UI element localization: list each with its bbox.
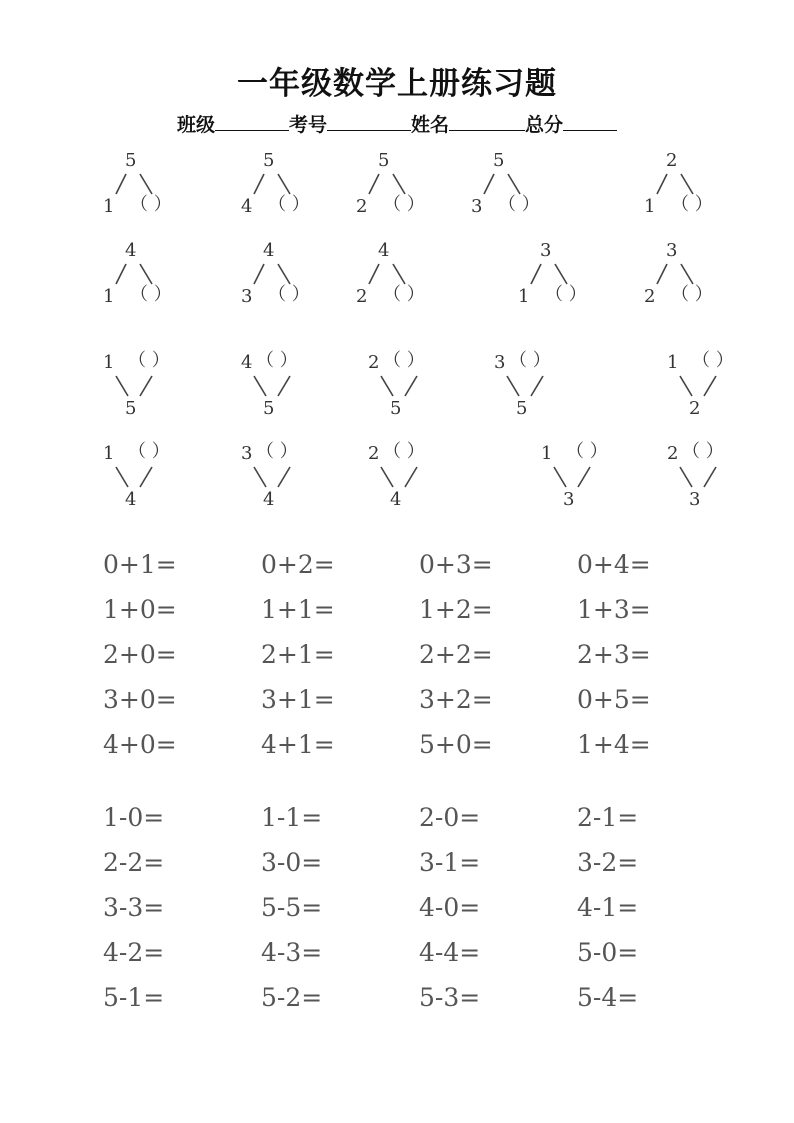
tree-left-number: 1 (103, 196, 115, 217)
split-tree (641, 240, 751, 310)
tree-left-number: 2 (356, 196, 368, 217)
tree-left-number: 1 (103, 352, 115, 373)
tree-top-number: 4 (263, 240, 275, 261)
tree-answer-blank[interactable]: （ ） (509, 350, 551, 371)
subtraction-problem[interactable]: 3-1= (419, 848, 481, 877)
subtraction-problem[interactable]: 4-3= (261, 938, 323, 967)
tree-left-number: 3 (241, 286, 253, 307)
tree-left-number: 3 (494, 352, 506, 373)
addition-problem[interactable]: 2+1= (261, 640, 335, 669)
tree-top-number: 3 (666, 240, 678, 261)
tree-bottom-number: 5 (390, 398, 402, 419)
tree-left-number: 1 (103, 443, 115, 464)
tree-answer-blank[interactable]: （ ） (383, 441, 425, 462)
subtraction-problem[interactable]: 5-1= (103, 983, 165, 1012)
subtraction-problem[interactable]: 5-4= (577, 983, 639, 1012)
combine-lines (491, 352, 601, 422)
tree-answer-blank[interactable]: （ ） (256, 350, 298, 371)
addition-problem[interactable]: 5+0= (419, 730, 493, 759)
combine-tree (664, 352, 774, 422)
tree-left-number: 4 (241, 352, 253, 373)
addition-problem[interactable]: 4+1= (261, 730, 335, 759)
tree-answer-blank[interactable]: （ ） (268, 194, 310, 215)
combine-lines (365, 443, 475, 513)
addition-problem[interactable]: 3+1= (261, 685, 335, 714)
tree-answer-blank[interactable]: （ ） (383, 350, 425, 371)
subtraction-problem[interactable]: 3-2= (577, 848, 639, 877)
subtraction-problem[interactable]: 2-1= (577, 803, 639, 832)
tree-top-number: 4 (378, 240, 390, 261)
subtraction-problem[interactable]: 4-4= (419, 938, 481, 967)
subtraction-problem[interactable]: 5-5= (261, 893, 323, 922)
combine-lines (100, 443, 210, 513)
tree-left-number: 3 (471, 196, 483, 217)
addition-problem[interactable]: 4+0= (103, 730, 177, 759)
tree-answer-blank[interactable]: （ ） (128, 441, 170, 462)
tree-bottom-number: 5 (516, 398, 528, 419)
tree-left-number: 1 (644, 196, 656, 217)
combine-tree (100, 443, 210, 513)
tree-left-number: 4 (241, 196, 253, 217)
page-title: 一年级数学上册练习题 (237, 66, 557, 102)
exam-number-label: 考号 (288, 114, 327, 136)
combine-lines (365, 352, 475, 422)
split-tree (238, 150, 348, 220)
tree-top-number: 3 (540, 240, 552, 261)
split-tree (515, 240, 625, 310)
tree-top-number: 2 (666, 150, 678, 171)
split-tree (468, 150, 578, 220)
combine-lines (664, 352, 774, 422)
combine-tree (365, 352, 475, 422)
tree-answer-blank[interactable]: （ ） (566, 441, 608, 462)
addition-problem[interactable]: 0+1= (103, 550, 177, 579)
addition-problem[interactable]: 1+2= (419, 595, 493, 624)
combine-tree (365, 443, 475, 513)
split-tree (641, 150, 751, 220)
split-tree (100, 240, 210, 310)
score-label: 总分 (525, 114, 564, 136)
tree-answer-blank[interactable]: （ ） (130, 194, 172, 215)
addition-problem[interactable]: 1+4= (577, 730, 651, 759)
tree-bottom-number: 4 (263, 489, 275, 510)
addition-problem[interactable]: 0+5= (577, 685, 651, 714)
tree-answer-blank[interactable]: （ ） (130, 284, 172, 305)
combine-tree (238, 443, 348, 513)
subtraction-problem[interactable]: 2-0= (419, 803, 481, 832)
addition-problem[interactable]: 3+0= (103, 685, 177, 714)
tree-answer-blank[interactable]: （ ） (671, 194, 713, 215)
subtraction-problem[interactable]: 4-2= (103, 938, 165, 967)
tree-top-number: 5 (125, 150, 137, 171)
addition-problem[interactable]: 2+0= (103, 640, 177, 669)
tree-left-number: 3 (241, 443, 253, 464)
addition-problem[interactable]: 1+0= (103, 595, 177, 624)
tree-bottom-number: 4 (125, 489, 137, 510)
subtraction-problem[interactable]: 4-0= (419, 893, 481, 922)
combine-tree (664, 443, 774, 513)
subtraction-problem[interactable]: 1-1= (261, 803, 323, 832)
combine-lines (238, 352, 348, 422)
tree-left-number: 2 (644, 286, 656, 307)
tree-bottom-number: 2 (689, 398, 701, 419)
tree-answer-blank[interactable]: （ ） (383, 194, 425, 215)
tree-left-number: 1 (667, 352, 679, 373)
number-bond-section (0, 0, 794, 560)
tree-top-number: 5 (378, 150, 390, 171)
split-tree (353, 240, 463, 310)
addition-problem[interactable]: 3+2= (419, 685, 493, 714)
combine-tree (491, 352, 601, 422)
tree-bottom-number: 5 (125, 398, 137, 419)
tree-top-number: 5 (493, 150, 505, 171)
tree-answer-blank[interactable]: （ ） (128, 350, 170, 371)
tree-left-number: 1 (518, 286, 530, 307)
split-tree (238, 240, 348, 310)
class-label: 班级 (176, 114, 215, 136)
subtraction-problem[interactable]: 3-0= (261, 848, 323, 877)
tree-left-number: 2 (667, 443, 679, 464)
tree-left-number: 1 (103, 286, 115, 307)
addition-problem[interactable]: 0+3= (419, 550, 493, 579)
subtraction-problem[interactable]: 5-2= (261, 983, 323, 1012)
tree-answer-blank[interactable]: （ ） (692, 350, 734, 371)
tree-answer-blank[interactable]: （ ） (268, 284, 310, 305)
tree-bottom-number: 3 (563, 489, 575, 510)
tree-bottom-number: 5 (263, 398, 275, 419)
addition-problem[interactable]: 1+1= (261, 595, 335, 624)
addition-problem[interactable]: 2+2= (419, 640, 493, 669)
subtraction-problem[interactable]: 4-1= (577, 893, 639, 922)
combine-lines (538, 443, 648, 513)
tree-answer-blank[interactable]: （ ） (498, 194, 540, 215)
tree-left-number: 2 (368, 443, 380, 464)
name-label: 姓名 (411, 114, 450, 136)
tree-top-number: 4 (125, 240, 137, 261)
combine-lines (100, 352, 210, 422)
tree-left-number: 1 (541, 443, 553, 464)
tree-answer-blank[interactable]: （ ） (682, 441, 724, 462)
combine-tree (100, 352, 210, 422)
tree-answer-blank[interactable]: （ ） (256, 441, 298, 462)
tree-top-number: 5 (263, 150, 275, 171)
addition-problem[interactable]: 2+3= (577, 640, 651, 669)
split-tree (353, 150, 463, 220)
combine-tree (538, 443, 648, 513)
combine-tree (238, 352, 348, 422)
combine-lines (238, 443, 348, 513)
addition-problem[interactable]: 0+4= (577, 550, 651, 579)
tree-answer-blank[interactable]: （ ） (671, 284, 713, 305)
tree-left-number: 2 (368, 352, 380, 373)
tree-left-number: 2 (356, 286, 368, 307)
addition-problem[interactable]: 0+2= (261, 550, 335, 579)
subtraction-problem[interactable]: 5-3= (419, 983, 481, 1012)
tree-bottom-number: 3 (689, 489, 701, 510)
tree-answer-blank[interactable]: （ ） (383, 284, 425, 305)
subtraction-problem[interactable]: 3-3= (103, 893, 165, 922)
split-tree (100, 150, 210, 220)
combine-lines (664, 443, 774, 513)
addition-problem[interactable]: 1+3= (577, 595, 651, 624)
subtraction-problem[interactable]: 1-0= (103, 803, 165, 832)
tree-answer-blank[interactable]: （ ） (545, 284, 587, 305)
subtraction-problem[interactable]: 5-0= (577, 938, 639, 967)
subtraction-problem[interactable]: 2-2= (103, 848, 165, 877)
tree-bottom-number: 4 (390, 489, 402, 510)
